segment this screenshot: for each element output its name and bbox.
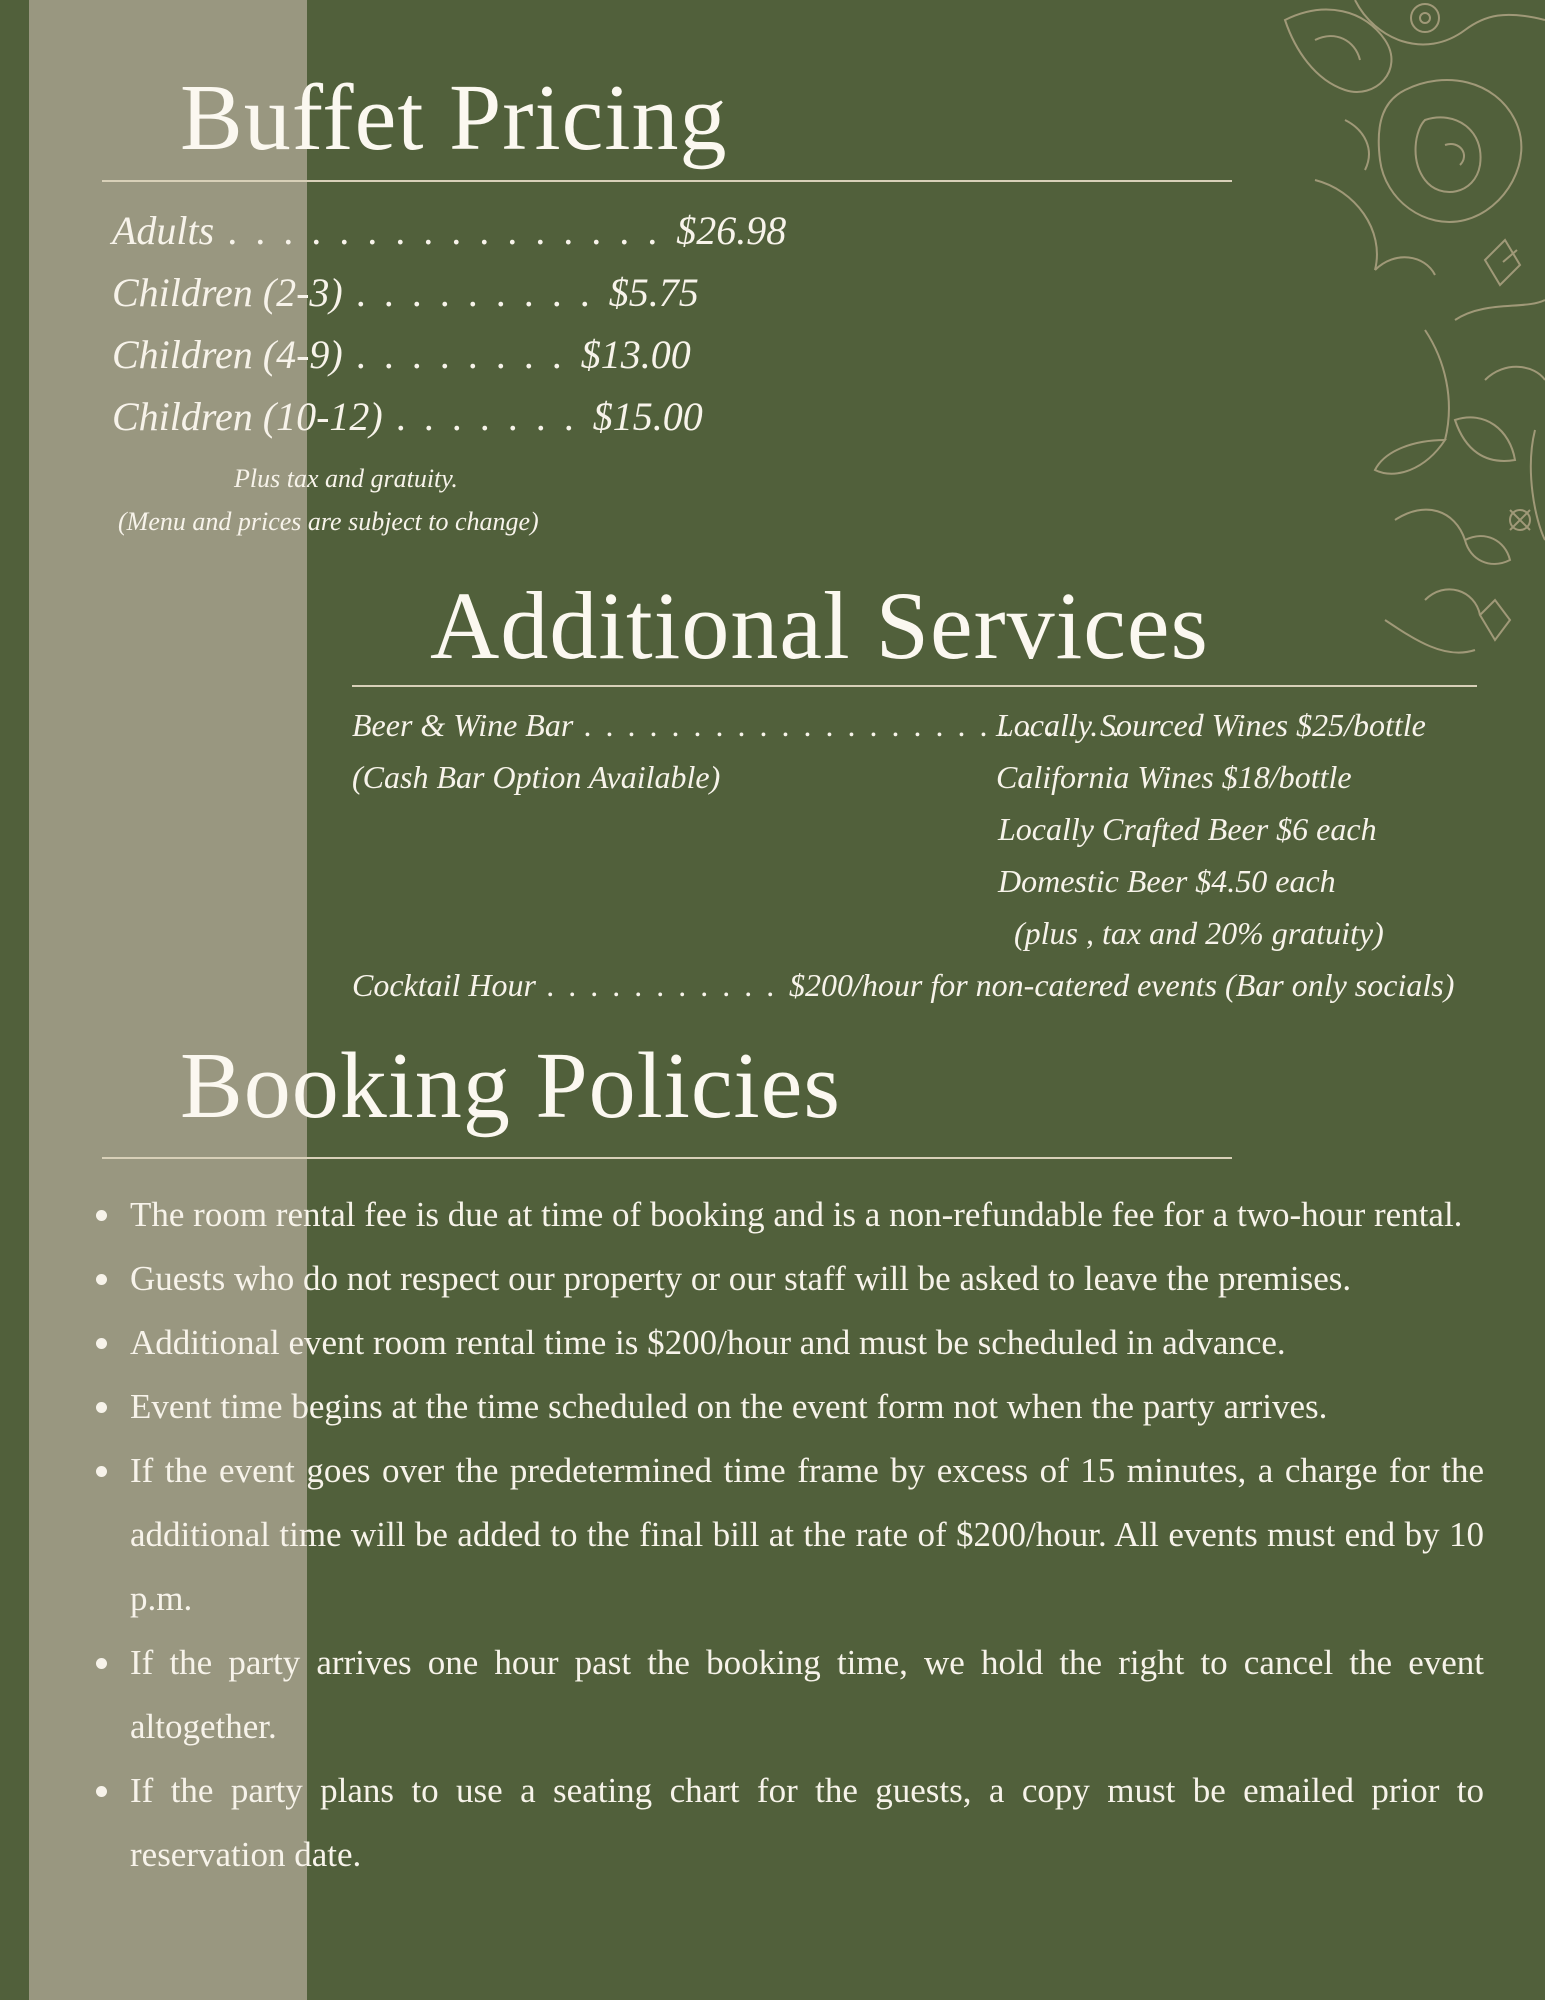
cocktail-dots: . . . . . . . . . . . [535,967,789,1003]
buffet-title-rule [102,180,1232,182]
policy-item: Additional event room rental time is $200/hour and must be scheduled in advance. [94,1311,1484,1375]
price-label: Children (2-3) [112,270,343,315]
gratuity-note: (plus , tax and 20% gratuity) [1014,915,1384,951]
policy-item: If the party arrives one hour past the booking time, we hold the right to cancel the event altogether. [94,1631,1484,1759]
cash-bar-note: (Cash Bar Option Available) [352,759,721,795]
price-dots: . . . . . . . . . . . . . . . . [214,208,677,253]
cocktail-hour-row [352,969,1454,1001]
price-row-children-4-9 [112,332,691,377]
services-title-rule [352,685,1477,687]
price-dots: . . . . . . . . [342,332,581,377]
policy-item: Guests who do not respect our property or our staff will be asked to leave the premises. [94,1247,1484,1311]
price-value: $13.00 [580,332,691,377]
price-value: $26.98 [676,208,787,253]
price-change-note: (Menu and prices are subject to change) [118,507,539,536]
bar-price-craft-beer: Locally Crafted Beer $6 each [998,811,1377,847]
price-row-adults [112,208,787,253]
price-value: $15.00 [592,394,703,439]
policy-item: The room rental fee is due at time of booking and is a non-refundable fee for a two-hour rental. [94,1183,1484,1247]
policies-title-rule [102,1157,1232,1159]
price-label: Children (4-9) [112,332,343,377]
bar-price-california-wine: California Wines $18/bottle [996,759,1352,795]
beer-wine-label: Beer & Wine Bar [352,707,574,743]
beer-wine-dots: . . . . . . . . . . . . . . . . . . . . . . . . . [573,707,1124,743]
policy-item: If the party plans to use a seating chart for the guests, a copy must be emailed prior to reservation date. [94,1759,1484,1887]
price-dots: . . . . . . . . . [342,270,609,315]
bar-price-domestic-beer: Domestic Beer $4.50 each [998,863,1336,899]
booking-policies-list [94,1183,1484,1887]
price-value: $5.75 [608,270,699,315]
bar-price-local-wine: Locally Sourced Wines $25/bottle [996,707,1426,743]
policy-item: Event time begins at the time scheduled on the event form not when the party arrives. [94,1375,1484,1439]
price-dots: . . . . . . . [382,394,593,439]
price-label: Children (10-12) [112,394,383,439]
booking-policies-title: Booking Policies [180,1034,841,1138]
cocktail-price: $200/hour for non-catered events (Bar only socials) [788,967,1455,1003]
policy-item: If the event goes over the predetermined time frame by excess of 15 minutes, a charge for the additional time will be added to the final bill at the rate of $200/hour. All events must end by 10 p.m. [94,1439,1484,1631]
cocktail-label: Cocktail Hour [352,967,536,1003]
tax-gratuity-note: Plus tax and gratuity. [234,464,458,493]
price-row-children-2-3 [112,270,699,315]
price-row-children-10-12 [112,394,703,439]
additional-services-title: Additional Services [430,572,1209,679]
price-label: Adults [112,208,215,253]
buffet-pricing-title: Buffet Pricing [180,66,728,170]
